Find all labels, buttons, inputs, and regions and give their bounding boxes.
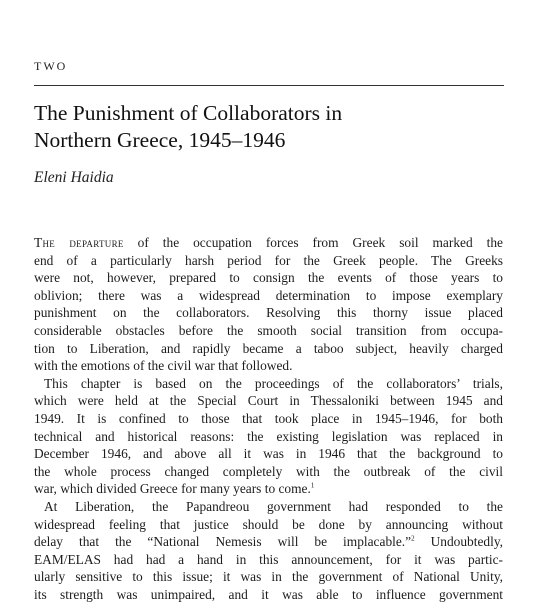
chapter-rule xyxy=(34,85,504,86)
chapter-title xyxy=(34,100,514,154)
text-line: technical and historical reasons: the existing legislation was replaced in xyxy=(34,428,503,444)
text-segment: delay that the “National Nemesis will be implacable.” xyxy=(34,534,412,550)
text-line: tion to Liberation, and rapidly became a taboo subject, heavily charged xyxy=(34,340,503,356)
chapter-number: TWO xyxy=(34,59,68,73)
text-segment: of the occupation forces from Greek soil marked the xyxy=(123,235,503,250)
text-line: EAM/ELAS had had a hand in this announcement, for it was partic- xyxy=(34,551,503,567)
text-line xyxy=(34,234,503,252)
chapter-title-line-2: Northern Greece, 1945–1946 xyxy=(34,128,286,152)
text-line: 1949. It is confined to those that took place in 1945–1946, for both xyxy=(34,410,503,426)
chapter-title-line-1: The Punishment of Collaborators in xyxy=(34,101,343,125)
text-line xyxy=(34,533,503,551)
text-line: ularly sensitive to this issue; it was in the government of National Unity, xyxy=(34,569,503,585)
text-line: At Liberation, the Papandreou government had responded to the xyxy=(44,498,503,514)
text-segment: Undoubtedly, xyxy=(414,534,503,550)
footnote-marker-2[interactable]: 2 xyxy=(411,534,415,543)
text-line: were not, however, prepared to consign the events of those years to xyxy=(34,270,503,286)
text-line: considerable obstacles before the smooth social transition from occupa- xyxy=(34,322,503,338)
text-line: This chapter is based on the proceedings of the collaborators’ trials, xyxy=(44,375,503,391)
text-line: end of a particularly harsh period for the Greek people. The Greeks xyxy=(34,252,503,268)
opening-smallcaps: The departure xyxy=(34,235,124,250)
text-segment: war, which divided Greece for many years to come. xyxy=(34,481,311,497)
text-line: the whole process changed completely with the outbreak of the civil xyxy=(34,463,503,479)
text-line: oblivion; there was a widespread determination to impose exemplary xyxy=(34,287,503,303)
text-line: widespread feeling that justice should be done by announcing without xyxy=(34,516,503,532)
text-line: punishment on the collaborators. Resolving this thorny issue placed xyxy=(34,305,503,321)
footnote-marker-1[interactable]: 1 xyxy=(310,481,315,490)
text-line: with the emotions of the civil war that followed. xyxy=(34,358,293,374)
text-line: which were held at the Special Court in Thessaloniki between 1945 and xyxy=(34,393,503,409)
text-line: its strength was unimpaired, and it was able to influence government xyxy=(34,586,503,602)
text-line xyxy=(34,480,503,498)
chapter-author: Eleni Haidia xyxy=(34,169,114,186)
body-text xyxy=(34,234,503,603)
text-line: December 1946, and above all it was in 1946 that the background to xyxy=(34,446,503,462)
